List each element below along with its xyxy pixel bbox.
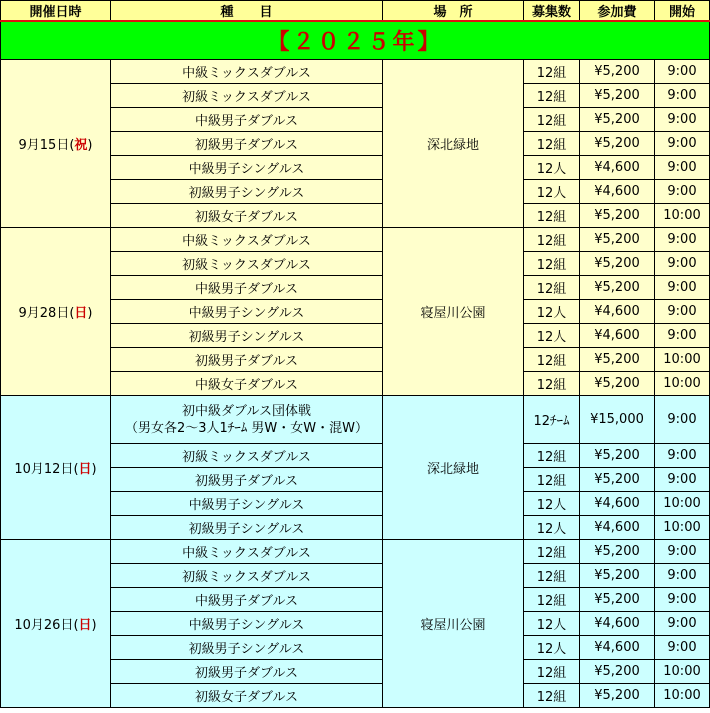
entry-fee: ¥5,200 — [580, 444, 655, 468]
entry-fee: ¥5,200 — [580, 60, 655, 84]
entry-fee: ¥4,600 — [580, 180, 655, 204]
entry-fee: ¥5,200 — [580, 348, 655, 372]
recruit-count: 12人 — [524, 516, 580, 540]
event-name: 中級ミックスダブルス — [111, 60, 383, 84]
recruit-count: 12組 — [524, 444, 580, 468]
entry-fee: ¥5,200 — [580, 276, 655, 300]
start-time: 10:00 — [655, 372, 710, 396]
start-time: 9:00 — [655, 180, 710, 204]
paren-close: ) — [91, 462, 97, 477]
day-of-week: 日 — [78, 618, 92, 633]
event-name — [111, 396, 383, 444]
event-name: 初級女子ダブルス — [111, 684, 383, 708]
recruit-count: 12人 — [524, 612, 580, 636]
event-note: （男女各2～3人1ﾁｰﾑ 男W・女W・混W） — [124, 420, 368, 436]
recruit-count: 12人 — [524, 636, 580, 660]
event-name: 中級ミックスダブルス — [111, 228, 383, 252]
event-name: 初級ミックスダブルス — [111, 252, 383, 276]
entry-fee: ¥4,600 — [580, 492, 655, 516]
day-of-week: 日 — [74, 306, 88, 321]
start-time: 9:00 — [655, 636, 710, 660]
day-of-week: 祝 — [74, 138, 88, 153]
entry-fee: ¥4,600 — [580, 612, 655, 636]
entry-fee: ¥4,600 — [580, 300, 655, 324]
event-name: 初級男子ダブルス — [111, 468, 383, 492]
start-time: 9:00 — [655, 588, 710, 612]
start-time: 9:00 — [655, 300, 710, 324]
start-time: 10:00 — [655, 660, 710, 684]
entry-fee: ¥4,600 — [580, 156, 655, 180]
entry-fee: ¥5,200 — [580, 684, 655, 708]
start-time: 9:00 — [655, 468, 710, 492]
paren-close: ) — [87, 138, 93, 153]
event-name: 初級女子ダブルス — [111, 204, 383, 228]
start-time: 9:00 — [655, 228, 710, 252]
recruit-count: 12人 — [524, 180, 580, 204]
entry-fee: ¥5,200 — [580, 84, 655, 108]
paren-close: ) — [91, 618, 97, 633]
header-start: 開始 — [655, 1, 710, 22]
event-name: 初級男子シングルス — [111, 180, 383, 204]
start-time: 10:00 — [655, 204, 710, 228]
start-time: 9:00 — [655, 252, 710, 276]
entry-fee: ¥4,600 — [580, 516, 655, 540]
recruit-count: 12ﾁｰﾑ — [524, 396, 580, 444]
event-name: 中級男子シングルス — [111, 492, 383, 516]
start-time: 9:00 — [655, 60, 710, 84]
start-time: 9:00 — [655, 84, 710, 108]
recruit-count: 12組 — [524, 540, 580, 564]
entry-fee: ¥5,200 — [580, 540, 655, 564]
recruit-count: 12組 — [524, 684, 580, 708]
recruit-count: 12組 — [524, 348, 580, 372]
year-row — [1, 21, 710, 60]
entry-fee: ¥5,200 — [580, 660, 655, 684]
paren-close: ) — [87, 306, 93, 321]
event-name: 初級男子ダブルス — [111, 348, 383, 372]
start-time: 9:00 — [655, 540, 710, 564]
year-title: 【２０２５年】 — [1, 21, 710, 60]
recruit-count: 12人 — [524, 156, 580, 180]
event-name: 中級男子シングルス — [111, 156, 383, 180]
recruit-count: 12組 — [524, 660, 580, 684]
recruit-count: 12組 — [524, 588, 580, 612]
venue: 寝屋川公園 — [383, 228, 524, 396]
entry-fee: ¥5,200 — [580, 132, 655, 156]
paren-open: ( — [69, 306, 75, 321]
header-fee: 参加費 — [580, 1, 655, 22]
recruit-count: 12人 — [524, 300, 580, 324]
event-name: 初級男子ダブルス — [111, 660, 383, 684]
start-time: 9:00 — [655, 324, 710, 348]
event-name: 中級男子シングルス — [111, 612, 383, 636]
recruit-count: 12組 — [524, 564, 580, 588]
start-time: 10:00 — [655, 348, 710, 372]
recruit-count: 12組 — [524, 228, 580, 252]
event-name: 中級男子ダブルス — [111, 276, 383, 300]
recruit-count: 12組 — [524, 252, 580, 276]
event-title: 初中級ダブルス団体戦 — [181, 403, 312, 419]
date-text: 9月28日 — [18, 306, 70, 321]
start-time: 9:00 — [655, 276, 710, 300]
session-date — [1, 540, 111, 708]
event-name: 初級男子シングルス — [111, 636, 383, 660]
event-name: 初級男子シングルス — [111, 516, 383, 540]
recruit-count: 12組 — [524, 108, 580, 132]
event-name: 初級ミックスダブルス — [111, 84, 383, 108]
entry-fee: ¥4,600 — [580, 636, 655, 660]
table-row — [1, 228, 710, 252]
recruit-count: 12人 — [524, 324, 580, 348]
date-text: 9月15日 — [18, 138, 70, 153]
venue: 深北緑地 — [383, 396, 524, 540]
entry-fee: ¥5,200 — [580, 228, 655, 252]
entry-fee: ¥5,200 — [580, 564, 655, 588]
date-text: 10月26日 — [14, 618, 74, 633]
entry-fee: ¥5,200 — [580, 204, 655, 228]
start-time: 10:00 — [655, 492, 710, 516]
start-time: 9:00 — [655, 564, 710, 588]
recruit-count: 12組 — [524, 372, 580, 396]
recruit-count: 12人 — [524, 492, 580, 516]
recruit-count: 12組 — [524, 468, 580, 492]
venue: 寝屋川公園 — [383, 540, 524, 708]
entry-fee: ¥5,200 — [580, 468, 655, 492]
recruit-count: 12組 — [524, 60, 580, 84]
entry-fee: ¥15,000 — [580, 396, 655, 444]
start-time: 9:00 — [655, 156, 710, 180]
start-time: 10:00 — [655, 516, 710, 540]
table-row — [1, 60, 710, 84]
header-recruit: 募集数 — [524, 1, 580, 22]
session-date — [1, 396, 111, 540]
event-name: 初級ミックスダブルス — [111, 564, 383, 588]
event-name: 中級男子ダブルス — [111, 588, 383, 612]
entry-fee: ¥5,200 — [580, 372, 655, 396]
start-time: 9:00 — [655, 132, 710, 156]
entry-fee: ¥4,600 — [580, 324, 655, 348]
event-name: 中級女子ダブルス — [111, 372, 383, 396]
entry-fee: ¥5,200 — [580, 252, 655, 276]
header-row — [1, 1, 710, 22]
day-of-week: 日 — [78, 462, 92, 477]
event-name: 初級ミックスダブルス — [111, 444, 383, 468]
paren-open: ( — [69, 138, 75, 153]
start-time: 9:00 — [655, 396, 710, 444]
entry-fee: ¥5,200 — [580, 108, 655, 132]
session-date — [1, 228, 111, 396]
session-date — [1, 60, 111, 228]
start-time: 10:00 — [655, 684, 710, 708]
recruit-count: 12組 — [524, 276, 580, 300]
start-time: 9:00 — [655, 108, 710, 132]
event-name: 中級ミックスダブルス — [111, 540, 383, 564]
event-name: 中級男子ダブルス — [111, 108, 383, 132]
start-time: 9:00 — [655, 612, 710, 636]
paren-open: ( — [73, 618, 79, 633]
recruit-count: 12組 — [524, 204, 580, 228]
header-event: 種 目 — [111, 1, 383, 22]
entry-fee: ¥5,200 — [580, 588, 655, 612]
table-row — [1, 396, 710, 444]
recruit-count: 12組 — [524, 132, 580, 156]
date-text: 10月12日 — [14, 462, 74, 477]
header-date: 開催日時 — [1, 1, 111, 22]
header-place: 場 所 — [383, 1, 524, 22]
event-name: 初級男子ダブルス — [111, 132, 383, 156]
recruit-count: 12組 — [524, 84, 580, 108]
venue: 深北緑地 — [383, 60, 524, 228]
event-name: 初級男子シングルス — [111, 324, 383, 348]
table-row — [1, 540, 710, 564]
paren-open: ( — [73, 462, 79, 477]
start-time: 9:00 — [655, 444, 710, 468]
event-name: 中級男子シングルス — [111, 300, 383, 324]
